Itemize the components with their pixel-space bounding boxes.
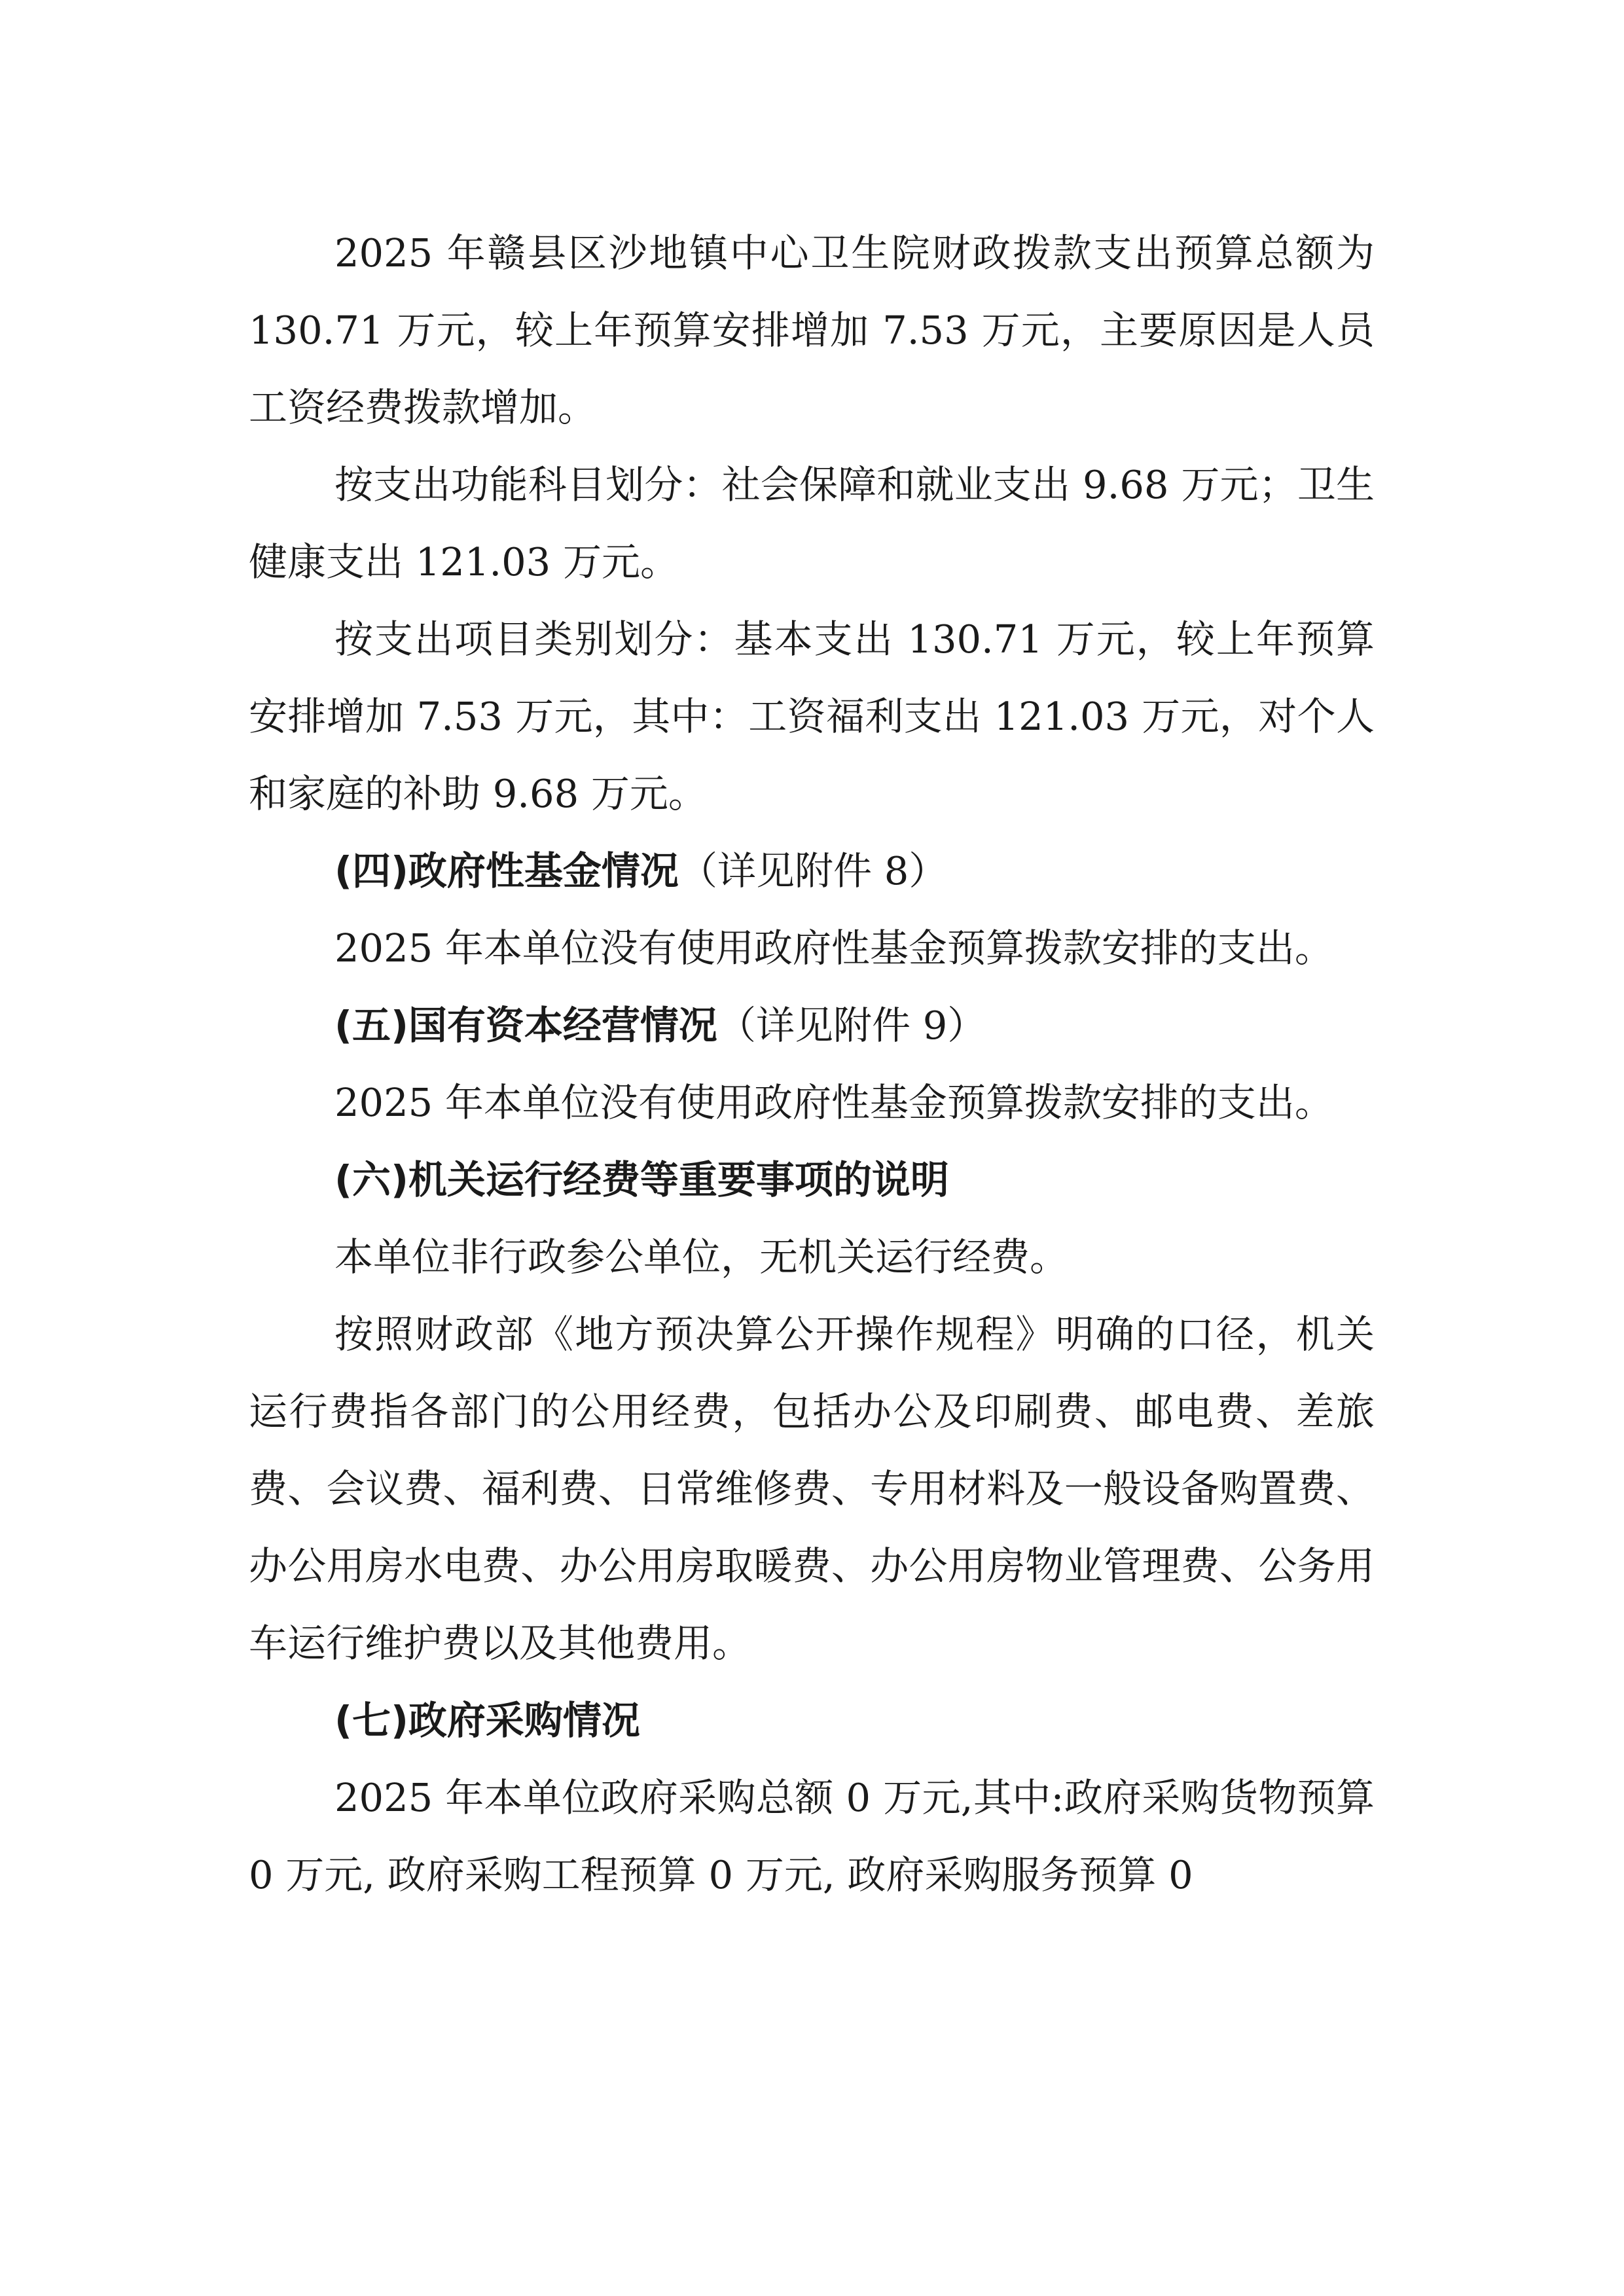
paragraph-function-classification: 按支出功能科目划分：社会保障和就业支出 9.68 万元；卫生健康支出 121.03 万元。 <box>249 462 1375 584</box>
heading-operating-expenses-title: (六)机关运行经费等重要事项的说明 <box>334 1157 949 1202</box>
paragraph-project-classification: 按支出项目类别划分：基本支出 130.71 万元，较上年预算安排增加 7.53 万元，其中：工资福利支出 121.03 万元，对个人和家庭的补助 9.68 万元。 <box>249 617 1375 816</box>
document-body <box>249 215 1375 1914</box>
heading-government-fund <box>249 833 1375 910</box>
heading-government-fund-title: (四)政府性基金情况 <box>334 848 679 893</box>
paragraph-government-procurement: 2025 年本单位政府采购总额 0 万元,其中:政府采购货物预算 0 万元, 政府采购工程预算 0 万元, 政府采购服务预算 0 <box>249 1775 1375 1897</box>
paragraph-budget-total: 2025 年赣县区沙地镇中心卫生院财政拨款支出预算总额为 130.71 万元，较上年预算安排增加 7.53 万元，主要原因是人员工资经费拨款增加。 <box>249 230 1375 430</box>
heading-government-procurement <box>249 1682 1375 1759</box>
paragraph-no-operating-expenses: 本单位非行政参公单位，无机关运行经费。 <box>334 1234 1069 1280</box>
heading-state-capital-note: （详见附件 9） <box>717 1003 986 1048</box>
paragraph-government-fund: 2025 年本单位没有使用政府性基金预算拨款安排的支出。 <box>334 925 1333 971</box>
heading-operating-expenses <box>249 1141 1375 1219</box>
paragraph-operating-expenses-definition: 按照财政部《地方预决算公开操作规程》明确的口径，机关运行费指各部门的公用经费，包括办公及印刷费、邮电费、差旅费、会议费、福利费、日常维修费、专用材料及一般设备购置费、办公用房水电费、办公用房取暖费、办公用房物业管理费、公务用车运行维护费以及其他费用。 <box>249 1312 1375 1666</box>
heading-state-capital-title: (五)国有资本经营情况 <box>334 1003 717 1048</box>
paragraph-state-capital: 2025 年本单位没有使用政府性基金预算拨款安排的支出。 <box>334 1080 1333 1125</box>
heading-government-procurement-title: (七)政府采购情况 <box>334 1698 640 1743</box>
heading-government-fund-note: （详见附件 8） <box>678 848 948 893</box>
heading-state-capital <box>249 987 1375 1064</box>
